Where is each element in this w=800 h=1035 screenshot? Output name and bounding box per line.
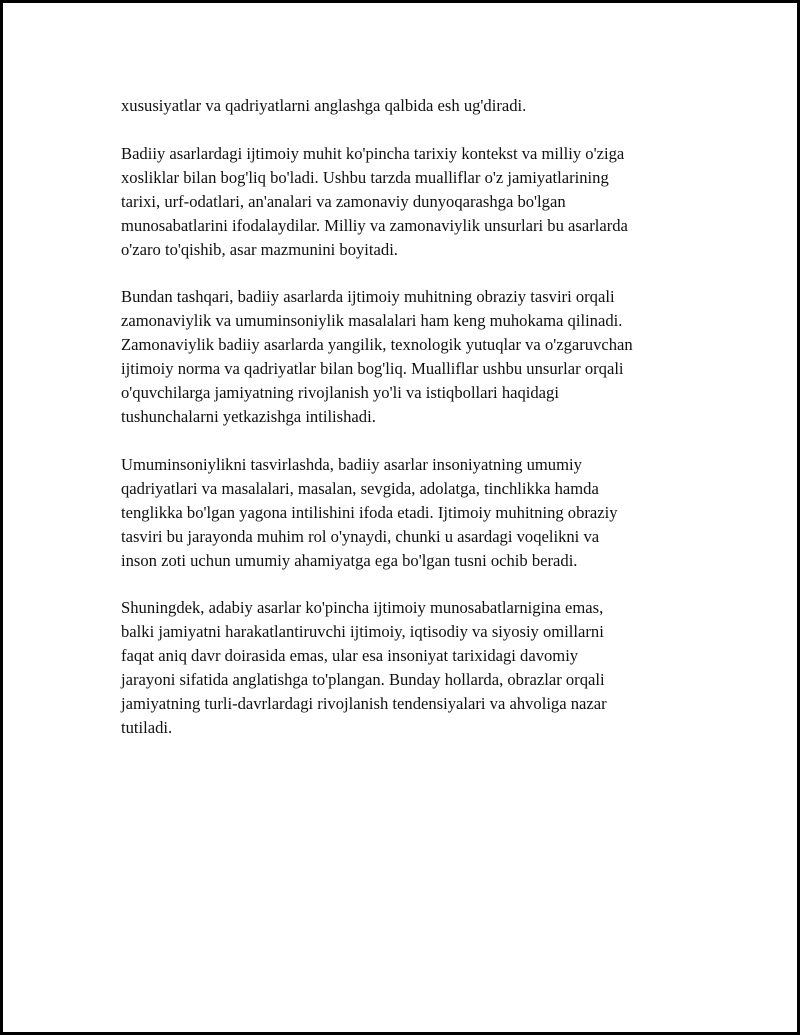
paragraph-3: Bundan tashqari, badiiy asarlarda ijtimoiy muhitning obraziy tasviri orqali zamonaviylik va umuminsoniylik masalalari ham keng muhokama qilinadi. Zamonaviylik badiiy asarlarda yangilik, texnologik yutuqlar va o'zgaruvchan ijtimoiy norma va qadriyatlar bilan bog'liq. Mualliflar ushbu unsurlar orqali o'quvchilarga jamiyatning rivojlanish yo'li va istiqbollari haqidagi tushunchalarni yetkazishga intilishadi.	[121, 287, 633, 426]
paragraph-2: Badiiy asarlardagi ijtimoiy muhit ko'pincha tarixiy kontekst va milliy o'ziga xosliklar bilan bog'liq bo'ladi. Ushbu tarzda mualliflar o'z jamiyatlarining tarixi, urf-odatlari, an'analari va zamonaviy dunyoqarashga bo'lgan munosabatlarini ifodalaydilar. Milliy va zamonaviylik unsurlari bu asarlarda o'zaro to'qishib, asar mazmunini boyitadi.	[121, 143, 628, 259]
paragraph-1: xususiyatlar va qadriyatlarni anglashga qalbida esh ug'diradi.	[121, 96, 527, 115]
document-body	[121, 94, 701, 764]
paragraph-4: Umuminsoniylikni tasvirlashda, badiiy asarlar insoniyatning umumiy qadriyatlari va masalalari, masalan, sevgida, adolatga, tinchlikka hamda tenglikka bo'lgan yagona intilishini ifoda etadi. Ijtimoiy muhitning obraziy tasviri bu jarayonda muhim rol o'ynaydi, chunki u asardagi voqelikni va inson zoti uchun umumiy ahamiyatga ega bo'lgan tusni ochib beradi.	[121, 454, 618, 570]
paragraph-5: Shuningdek, adabiy asarlar ko'pincha ijtimoiy munosabatlarnigina emas, balki jamiyatni harakatlantiruvchi ijtimoiy, iqtisodiy va siyosiy omillarni faqat aniq davr doirasida emas, ular esa insoniyat tarixidagi davomiy jarayoni sifatida anglatishga to'plangan. Bunday hollarda, obrazlar orqali jamiyatning turli-davrlardagi rivojlanish tendensiyalari va ahvoliga nazar tutiladi.	[121, 598, 607, 737]
